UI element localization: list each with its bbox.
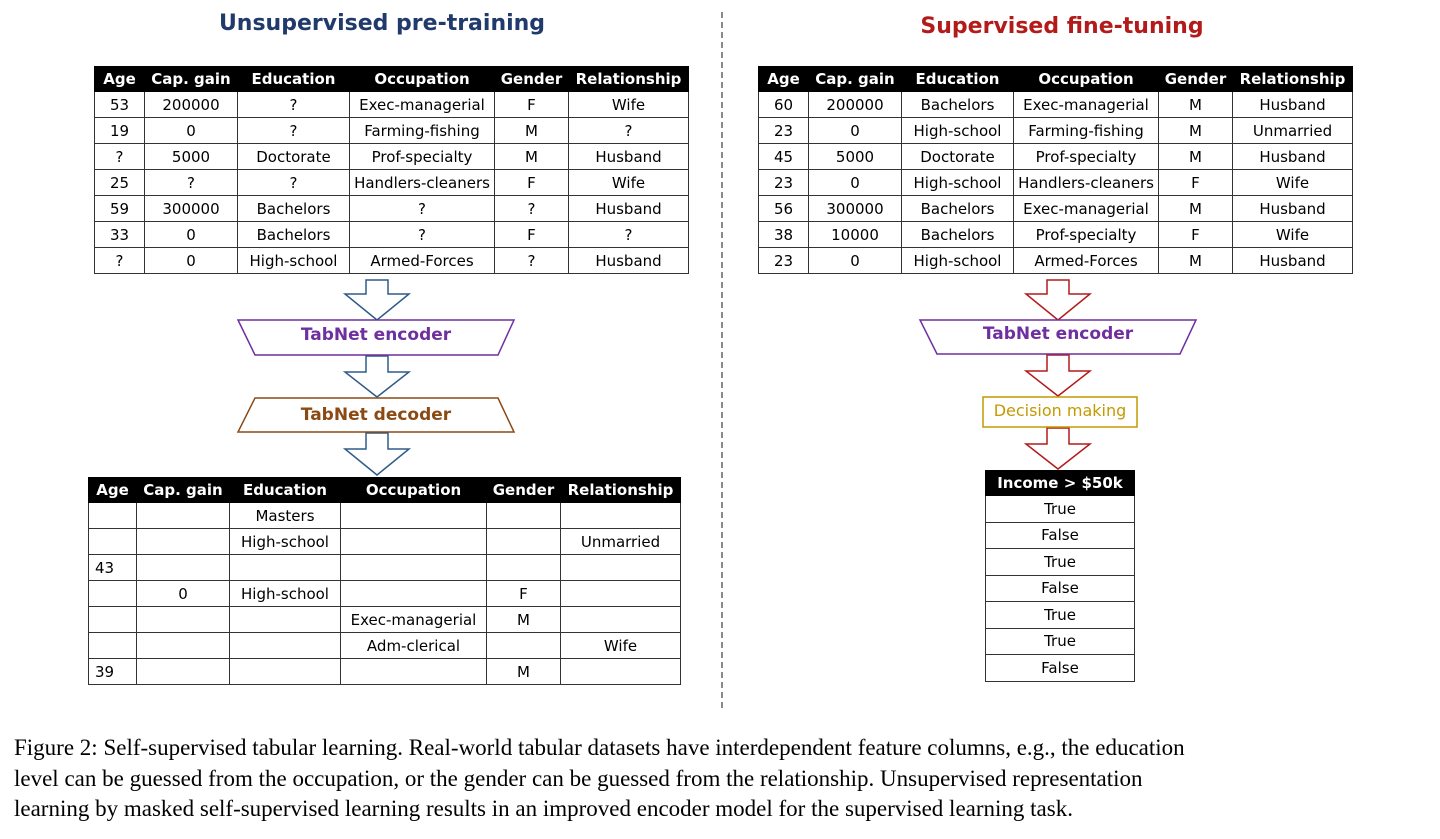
table-cell: 59 bbox=[95, 196, 145, 222]
table-cell: 23 bbox=[759, 248, 809, 274]
table-cell: 300000 bbox=[809, 196, 902, 222]
finetune-encoder-label: TabNet encoder bbox=[982, 324, 1134, 344]
table-cell: 10000 bbox=[809, 222, 902, 248]
caption-line: Figure 2: Self-supervised tabular learning. Real-world tabular datasets have interdependent feature columns, e.g., the education bbox=[14, 735, 1185, 760]
table-cell: Wife bbox=[1233, 222, 1353, 248]
income-cell: True bbox=[986, 602, 1135, 629]
table-cell: 33 bbox=[95, 222, 145, 248]
column-header: Relationship bbox=[569, 67, 689, 92]
table-cell: Bachelors bbox=[238, 222, 350, 248]
table-cell: High-school bbox=[902, 118, 1014, 144]
table-cell: M bbox=[495, 144, 569, 170]
table-cell: F bbox=[495, 170, 569, 196]
table-cell: 0 bbox=[809, 248, 902, 274]
arrow-down-icon bbox=[345, 356, 409, 397]
table-cell: 200000 bbox=[809, 92, 902, 118]
table-cell: 38 bbox=[759, 222, 809, 248]
table-cell: Bachelors bbox=[902, 196, 1014, 222]
table-cell: Husband bbox=[569, 248, 689, 274]
table-cell: Prof-specialty bbox=[350, 144, 495, 170]
arrow-down-icon bbox=[345, 433, 409, 475]
table-cell: Adm-clerical bbox=[341, 633, 487, 659]
column-header: Gender bbox=[1159, 67, 1233, 92]
table-cell: ? bbox=[495, 248, 569, 274]
table-cell: 45 bbox=[759, 144, 809, 170]
table-cell: ? bbox=[145, 170, 238, 196]
table-cell: 5000 bbox=[809, 144, 902, 170]
table-cell: ? bbox=[350, 196, 495, 222]
table-cell: 39 bbox=[89, 659, 137, 685]
caption-line: learning by masked self-supervised learning results in an improved encoder model for the supervised learning task. bbox=[14, 796, 1073, 821]
table-cell: Husband bbox=[1233, 196, 1353, 222]
arrow-down-icon bbox=[1026, 428, 1090, 469]
pretraining-title: Unsupervised pre-training bbox=[218, 11, 546, 36]
table-cell: F bbox=[1159, 170, 1233, 196]
income-cell: False bbox=[986, 655, 1135, 682]
caption-line: level can be guessed from the occupation, or the gender can be guessed from the relationship. Unsupervised representation bbox=[14, 765, 1143, 791]
column-header: Age bbox=[95, 67, 145, 92]
table-cell: M bbox=[495, 118, 569, 144]
arrow-down-icon bbox=[1026, 280, 1090, 320]
table-cell: Wife bbox=[561, 633, 681, 659]
column-header: Age bbox=[759, 67, 809, 92]
column-header: Occupation bbox=[341, 478, 487, 503]
table-cell: 19 bbox=[95, 118, 145, 144]
arrow-down-icon bbox=[1026, 355, 1090, 396]
table-cell: 0 bbox=[145, 248, 238, 274]
table-cell: High-school bbox=[238, 248, 350, 274]
table-cell: M bbox=[1159, 196, 1233, 222]
column-header: Gender bbox=[495, 67, 569, 92]
figure-caption bbox=[14, 733, 1434, 825]
income-cell: True bbox=[986, 549, 1135, 576]
table-cell: Wife bbox=[569, 170, 689, 196]
encoder-label: TabNet encoder bbox=[300, 325, 452, 345]
table-cell: Husband bbox=[1233, 248, 1353, 274]
column-header: Cap. gain bbox=[809, 67, 902, 92]
table-cell: Husband bbox=[1233, 92, 1353, 118]
decision-label: Decision making bbox=[993, 401, 1127, 420]
table-cell: 300000 bbox=[145, 196, 238, 222]
income-cell: False bbox=[986, 522, 1135, 549]
table-cell: ? bbox=[238, 118, 350, 144]
table-cell: High-school bbox=[902, 170, 1014, 196]
column-header: Occupation bbox=[1014, 67, 1159, 92]
table-cell: 60 bbox=[759, 92, 809, 118]
table-cell: ? bbox=[95, 248, 145, 274]
table-cell: Bachelors bbox=[238, 196, 350, 222]
income-header: Income > $50k bbox=[986, 471, 1135, 496]
table-cell: ? bbox=[569, 222, 689, 248]
table-cell: Armed-Forces bbox=[350, 248, 495, 274]
table-cell: M bbox=[487, 607, 561, 633]
table-cell: High-school bbox=[230, 581, 341, 607]
table-cell: 56 bbox=[759, 196, 809, 222]
table-cell: ? bbox=[238, 92, 350, 118]
table-cell: 5000 bbox=[145, 144, 238, 170]
table-cell: ? bbox=[350, 222, 495, 248]
table-cell: F bbox=[495, 222, 569, 248]
table-cell: Husband bbox=[569, 144, 689, 170]
table-cell: 0 bbox=[809, 118, 902, 144]
table-cell: Unmarried bbox=[1233, 118, 1353, 144]
table-cell: Farming-fishing bbox=[1014, 118, 1159, 144]
table-cell: F bbox=[495, 92, 569, 118]
column-header: Education bbox=[902, 67, 1014, 92]
table-cell: Exec-managerial bbox=[1014, 196, 1159, 222]
table-cell: Husband bbox=[569, 196, 689, 222]
table-cell: Prof-specialty bbox=[1014, 144, 1159, 170]
table-cell: ? bbox=[495, 196, 569, 222]
table-cell: F bbox=[487, 581, 561, 607]
table-cell: 23 bbox=[759, 170, 809, 196]
table-cell: High-school bbox=[230, 529, 341, 555]
table-cell: M bbox=[1159, 92, 1233, 118]
income-cell: True bbox=[986, 496, 1135, 523]
table-cell: 23 bbox=[759, 118, 809, 144]
column-header: Education bbox=[238, 67, 350, 92]
table-cell: F bbox=[1159, 222, 1233, 248]
arrow-down-icon bbox=[345, 280, 409, 320]
table-cell: 0 bbox=[145, 118, 238, 144]
table-cell: Exec-managerial bbox=[341, 607, 487, 633]
table-cell: Masters bbox=[230, 503, 341, 529]
table-cell: ? bbox=[238, 170, 350, 196]
column-header: Education bbox=[230, 478, 341, 503]
table-cell: Bachelors bbox=[902, 222, 1014, 248]
column-header: Age bbox=[89, 478, 137, 503]
table-cell: Armed-Forces bbox=[1014, 248, 1159, 274]
column-header: Relationship bbox=[561, 478, 681, 503]
table-cell: M bbox=[1159, 144, 1233, 170]
table-cell: 53 bbox=[95, 92, 145, 118]
table-cell: Wife bbox=[569, 92, 689, 118]
table-cell: M bbox=[1159, 248, 1233, 274]
table-cell: 43 bbox=[89, 555, 137, 581]
table-cell: Handlers-cleaners bbox=[350, 170, 495, 196]
table-cell: Farming-fishing bbox=[350, 118, 495, 144]
column-header: Gender bbox=[487, 478, 561, 503]
table-cell: Exec-managerial bbox=[1014, 92, 1159, 118]
table-cell: Exec-managerial bbox=[350, 92, 495, 118]
column-header: Occupation bbox=[350, 67, 495, 92]
table-cell: Prof-specialty bbox=[1014, 222, 1159, 248]
table-cell: Unmarried bbox=[561, 529, 681, 555]
table-cell: M bbox=[487, 659, 561, 685]
finetuning-title: Supervised fine-tuning bbox=[920, 14, 1204, 39]
table-cell: 25 bbox=[95, 170, 145, 196]
table-cell: ? bbox=[95, 144, 145, 170]
table-cell: 0 bbox=[137, 581, 230, 607]
table-cell: Bachelors bbox=[902, 92, 1014, 118]
decoder-label: TabNet decoder bbox=[300, 405, 452, 425]
table-cell: 0 bbox=[145, 222, 238, 248]
table-cell: M bbox=[1159, 118, 1233, 144]
column-header: Cap. gain bbox=[145, 67, 238, 92]
income-cell: False bbox=[986, 575, 1135, 602]
table-cell: Handlers-cleaners bbox=[1014, 170, 1159, 196]
table-cell: Doctorate bbox=[902, 144, 1014, 170]
column-header: Cap. gain bbox=[137, 478, 230, 503]
income-cell: True bbox=[986, 628, 1135, 655]
table-cell: 200000 bbox=[145, 92, 238, 118]
column-header: Relationship bbox=[1233, 67, 1353, 92]
table-cell: 0 bbox=[809, 170, 902, 196]
table-cell: Wife bbox=[1233, 170, 1353, 196]
table-cell: ? bbox=[569, 118, 689, 144]
table-cell: Doctorate bbox=[238, 144, 350, 170]
table-cell: High-school bbox=[902, 248, 1014, 274]
table-cell: Husband bbox=[1233, 144, 1353, 170]
